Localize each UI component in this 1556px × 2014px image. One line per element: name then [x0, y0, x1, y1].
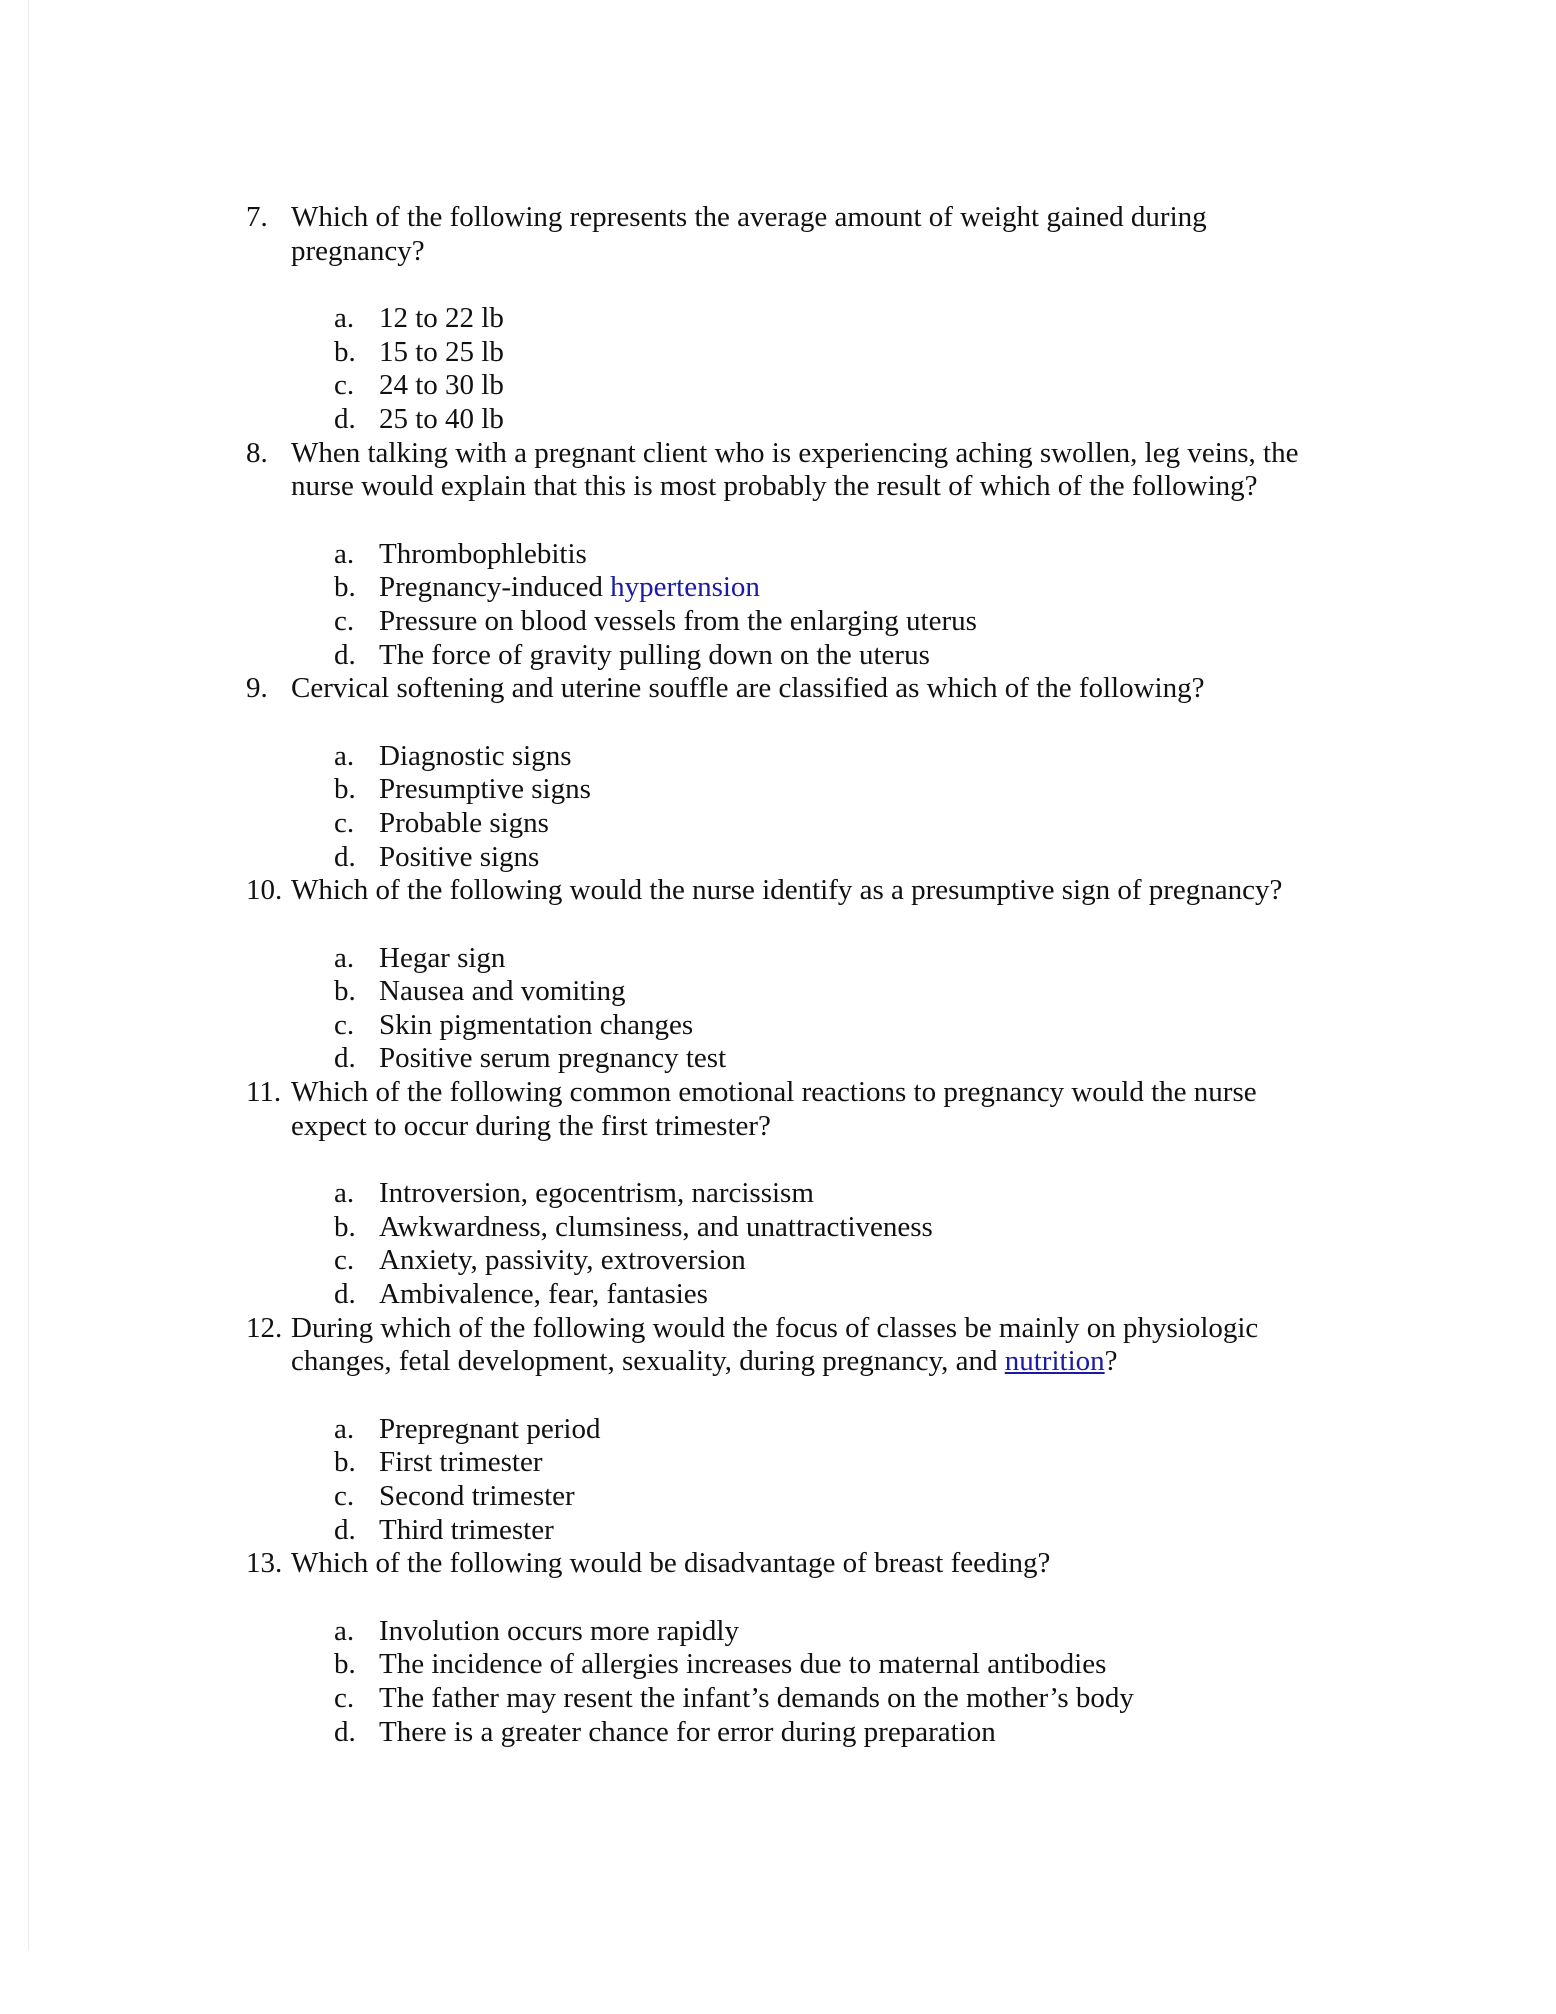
option-letter: d.	[334, 1715, 356, 1748]
option-list	[334, 302, 1336, 436]
option-letter: c.	[334, 806, 355, 839]
question-number: 10.	[246, 874, 283, 907]
option-text: Second trimester	[379, 1480, 575, 1512]
option-letter: c.	[334, 1681, 355, 1714]
option-c	[334, 1682, 1336, 1716]
option-text: Positive serum pregnancy test	[379, 1042, 727, 1075]
option-c	[334, 605, 1336, 639]
option-b	[334, 1446, 1336, 1480]
option-a	[334, 1177, 1336, 1211]
question-number: 7.	[246, 201, 268, 233]
option-text: There is a greater chance for error during preparation	[379, 1715, 996, 1748]
question-text: Which of the following would be disadvantage of breast feeding?	[291, 1547, 1051, 1580]
option-text: Presumptive signs	[379, 773, 591, 806]
option-letter: d.	[334, 638, 356, 671]
option-letter: c.	[334, 604, 355, 637]
option-list	[334, 1413, 1336, 1547]
option-a	[334, 740, 1336, 774]
option-a	[334, 1413, 1336, 1447]
option-text: Third trimester	[379, 1513, 554, 1546]
option-c	[334, 807, 1336, 841]
option-text: The incidence of allergies increases due to maternal antibodies	[379, 1648, 1107, 1681]
question-text	[291, 1312, 1336, 1379]
question-block-11	[246, 1076, 1336, 1312]
option-list	[334, 942, 1336, 1076]
option-list	[334, 1177, 1336, 1311]
option-text: 15 to 25 lb	[379, 335, 504, 368]
option-d	[334, 1042, 1336, 1076]
option-text: Involution occurs more rapidly	[379, 1614, 739, 1647]
question-12	[246, 1312, 1336, 1379]
option-text: Positive signs	[379, 840, 540, 873]
option-a	[334, 942, 1336, 976]
option-d	[334, 639, 1336, 673]
option-d	[334, 1716, 1336, 1750]
question-number: 12.	[246, 1311, 283, 1344]
option-letter: c.	[334, 1244, 355, 1277]
option-c	[334, 1009, 1336, 1043]
option-text: Awkwardness, clumsiness, and unattractiveness	[379, 1210, 933, 1243]
option-letter: a.	[334, 1412, 355, 1445]
option-text: Anxiety, passivity, extroversion	[379, 1244, 746, 1277]
option-letter: c.	[334, 1480, 355, 1512]
option-b	[334, 1211, 1336, 1245]
option-text: Thrombophlebitis	[379, 537, 587, 570]
quiz-document	[246, 201, 1336, 1749]
option-letter: b.	[334, 975, 356, 1008]
option-b	[334, 336, 1336, 370]
option-b	[334, 1648, 1336, 1682]
option-letter: d.	[334, 1513, 356, 1546]
option-letter: d.	[334, 840, 356, 873]
option-letter: b.	[334, 1648, 356, 1681]
question-block-7	[246, 201, 1336, 437]
option-b	[334, 975, 1336, 1009]
option-text: Diagnostic signs	[379, 739, 572, 772]
option-text: Nausea and vomiting	[379, 975, 626, 1008]
option-d	[334, 403, 1336, 437]
question-text: Cervical softening and uterine souffle are classified as which of the following?	[291, 672, 1205, 705]
question-11	[246, 1076, 1336, 1143]
option-text: Ambivalence, fear, fantasies	[379, 1278, 708, 1311]
question-text: Which of the following common emotional reactions to pregnancy would the nurse expect to occur during the first trimester?	[291, 1076, 1257, 1142]
question-text: When talking with a pregnant client who is experiencing aching swollen, leg veins, the nurse would explain that this is most probably the result of which of the following?	[291, 436, 1299, 503]
option-text: 25 to 40 lb	[379, 402, 504, 435]
question-text: Which of the following represents the average amount of weight gained during pregnancy?	[291, 201, 1207, 267]
option-letter: c.	[334, 1008, 355, 1041]
option-b	[334, 773, 1336, 807]
option-text	[379, 571, 760, 605]
option-letter: b.	[334, 335, 356, 368]
option-a	[334, 302, 1336, 336]
option-text: Skin pigmentation changes	[379, 1008, 694, 1041]
question-number: 9.	[246, 672, 268, 705]
option-text: 12 to 22 lb	[379, 302, 504, 335]
page-edge	[28, 0, 29, 1950]
option-c	[334, 1244, 1336, 1278]
option-c	[334, 369, 1336, 403]
nutrition-link[interactable]: nutrition	[1004, 1345, 1105, 1378]
option-letter: d.	[334, 402, 356, 435]
question-9	[246, 672, 1336, 706]
question-block-10	[246, 874, 1336, 1076]
question-13	[246, 1547, 1336, 1581]
option-a	[334, 1615, 1336, 1649]
option-text: Introversion, egocentrism, narcissism	[379, 1177, 814, 1210]
option-letter: b.	[334, 1446, 356, 1479]
keyword-hypertension: hypertension	[610, 571, 760, 604]
question-text: Which of the following would the nurse identify as a presumptive sign of pregnancy?	[291, 874, 1283, 907]
question-number: 11.	[246, 1076, 282, 1109]
option-text: 24 to 30 lb	[379, 369, 504, 402]
option-list	[334, 740, 1336, 874]
option-letter: a.	[334, 537, 355, 570]
option-d	[334, 1514, 1336, 1548]
question-10	[246, 874, 1336, 908]
option-text: Probable signs	[379, 806, 549, 839]
question-number: 8.	[246, 436, 268, 469]
option-letter: a.	[334, 739, 355, 772]
option-letter: a.	[334, 941, 355, 974]
option-text: The force of gravity pulling down on the uterus	[379, 638, 930, 671]
option-letter: d.	[334, 1042, 356, 1075]
option-letter: c.	[334, 369, 355, 402]
question-8	[246, 437, 1336, 504]
option-letter: a.	[334, 1177, 355, 1210]
option-a	[334, 538, 1336, 572]
option-letter: a.	[334, 1614, 355, 1647]
question-block-8	[246, 437, 1336, 673]
option-text-part: Pregnancy-induced	[379, 571, 611, 604]
option-letter: a.	[334, 302, 355, 335]
option-letter: d.	[334, 1278, 356, 1311]
option-text: First trimester	[379, 1446, 543, 1479]
option-letter: b.	[334, 1210, 356, 1243]
question-block-9	[246, 672, 1336, 874]
option-list	[334, 1615, 1336, 1749]
question-text-end: ?	[1104, 1345, 1118, 1378]
question-block-12	[246, 1312, 1336, 1548]
option-d	[334, 841, 1336, 875]
option-b	[334, 571, 1336, 605]
option-text: The father may resent the infant’s demands on the mother’s body	[379, 1681, 1134, 1714]
option-letter: b.	[334, 773, 356, 806]
option-text: Pressure on blood vessels from the enlarging uterus	[379, 604, 977, 637]
question-text-part: During which of the following would the focus of classes be mainly on physiologic changes, fetal development, sexuality, during pregnancy, and	[291, 1311, 1259, 1378]
option-c	[334, 1480, 1336, 1514]
option-d	[334, 1278, 1336, 1312]
option-text: Hegar sign	[379, 941, 506, 974]
question-7	[246, 201, 1336, 268]
question-block-13	[246, 1547, 1336, 1749]
option-letter: b.	[334, 571, 356, 604]
question-number: 13.	[246, 1547, 283, 1580]
option-text: Prepregnant period	[379, 1412, 601, 1445]
option-list	[334, 538, 1336, 672]
